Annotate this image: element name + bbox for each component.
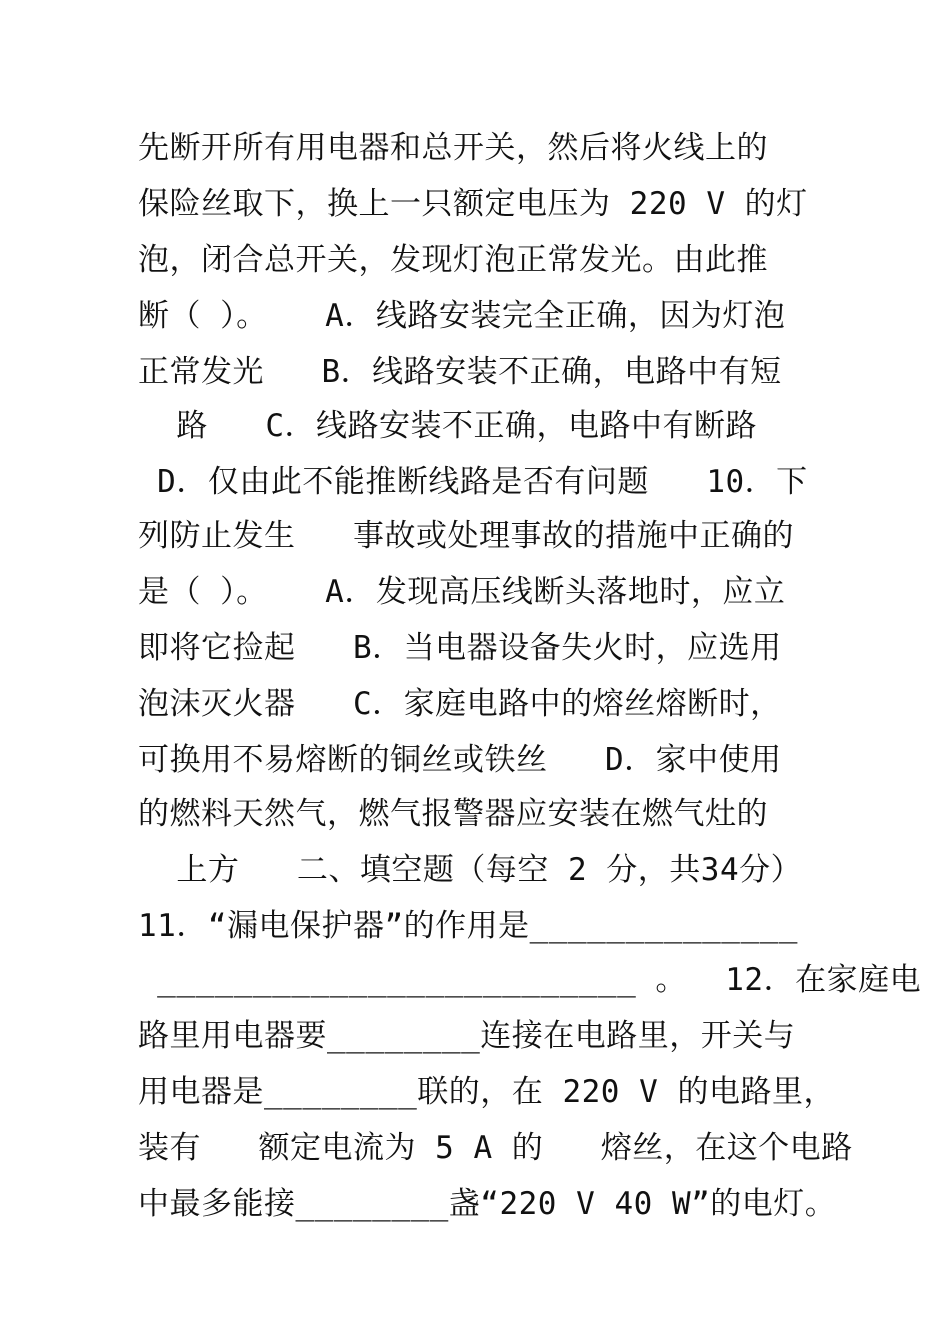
text-line: 装有 额定电流为 5 A 的 熔丝，在这个电路 (138, 1130, 853, 1166)
text-line: 11．“漏电保护器”的作用是______________ (138, 908, 798, 944)
text-line: 列防止发生 事故或处理事故的措施中正确的 (138, 518, 794, 554)
text-line: 是（ ）。 A．发现高压线断头落地时，应立 (138, 574, 786, 610)
text-line: 即将它捡起 B．当电器设备失火时，应选用 (138, 630, 782, 666)
text-line: 路里用电器要________连接在电路里，开关与 (138, 1018, 796, 1054)
text-line: 的燃料天然气，燃气报警器应安装在燃气灶的 (138, 796, 768, 832)
text-line: _________________________ 。 12．在家庭电 (138, 962, 922, 998)
text-line: 路 C．线路安装不正确，电路中有断路 (138, 408, 757, 444)
text-line: 可换用不易熔断的铜丝或铁丝 D．家中使用 (138, 742, 782, 778)
text-line: D．仅由此不能推断线路是否有问题 10．下 (138, 464, 808, 500)
text-line: 泡沫灭火器 C．家庭电路中的熔丝熔断时， (138, 686, 782, 722)
text-line: 泡，闭合总开关，发现灯泡正常发光。由此推 (138, 242, 768, 278)
text-line: 保险丝取下，换上一只额定电压为 220 V 的灯 (138, 186, 808, 222)
text-line: 先断开所有用电器和总开关，然后将火线上的 (138, 130, 768, 166)
text-line: 断（ ）。 A．线路安装完全正确，因为灯泡 (138, 298, 786, 334)
text-line: 正常发光 B．线路安装不正确，电路中有短 (138, 354, 782, 390)
text-line: 用电器是________联的，在 220 V 的电路里， (138, 1074, 835, 1110)
text-line: 上方 二、填空题（每空 2 分，共34分） (138, 852, 803, 888)
text-line: 中最多能接________盏“220 V 40 W”的电灯。 (138, 1186, 837, 1222)
